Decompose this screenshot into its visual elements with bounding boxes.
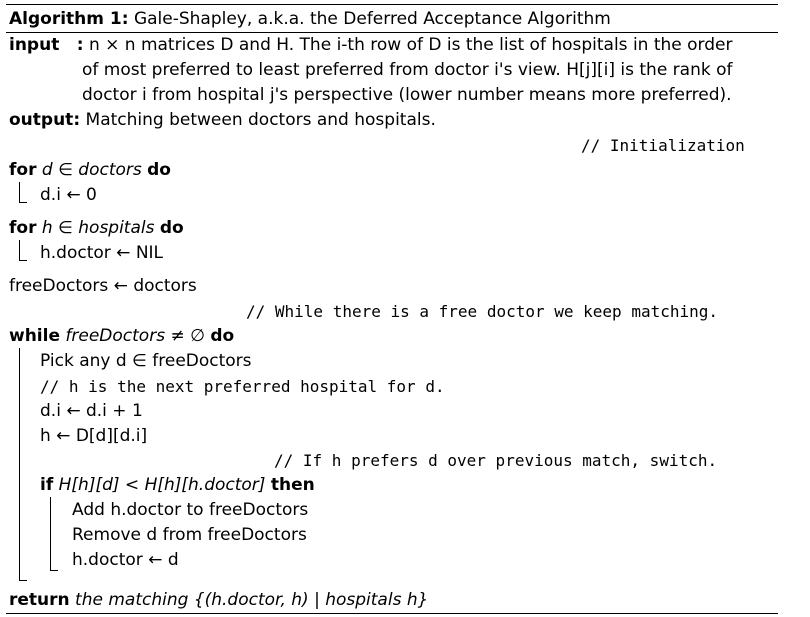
algorithm-caption <box>9 8 611 30</box>
caption-rule <box>6 32 778 33</box>
if-line <box>40 474 315 496</box>
assign-free-doctors: freeDoctors ← doctors <box>9 276 197 296</box>
assign-hospital: h ← D[d][d.i] <box>40 426 148 446</box>
input-keyword: input <box>9 35 60 55</box>
for-doctors-cond: d ∈ doctors <box>41 160 142 180</box>
if-keyword: if <box>40 475 54 495</box>
input-line-1 <box>9 34 732 56</box>
init-doctor-nil: h.doctor ← NIL <box>40 243 164 263</box>
top-rule <box>6 4 778 5</box>
for-doctors-bar <box>19 182 20 202</box>
do-keyword-3: do <box>210 326 235 346</box>
comment-while: // While there is a free doctor we keep matching. <box>246 302 719 321</box>
input-text-1: n × n matrices D and H. The i-th row of D is the list of hospitals in the order <box>88 35 733 55</box>
while-keyword: while <box>9 326 60 346</box>
do-keyword: do <box>147 160 171 180</box>
output-keyword: output <box>9 110 74 130</box>
init-index: d.i ← 0 <box>40 185 97 205</box>
for-hospitals-foot <box>19 260 27 261</box>
set-doctor: h.doctor ← d <box>72 550 179 570</box>
algorithm-title: Gale-Shapley, a.k.a. the Deferred Acceptance Algorithm <box>133 9 611 29</box>
for-hospitals-line <box>9 217 184 239</box>
for-hospitals-cond: h ∈ hospitals <box>41 218 155 238</box>
input-line-2 <box>82 59 733 81</box>
for-doctors-body <box>40 184 97 206</box>
algorithm-label: Algorithm 1: <box>9 9 129 29</box>
while-line <box>9 325 234 347</box>
input-sep: : <box>76 35 84 55</box>
for-keyword-2: for <box>9 218 37 238</box>
for-doctors-line <box>9 159 171 181</box>
do-keyword-2: do <box>159 218 184 238</box>
output-line <box>9 109 436 131</box>
bottom-rule <box>6 613 778 614</box>
for-doctors-foot <box>19 202 27 203</box>
comment-initialization: // Initialization <box>581 136 745 155</box>
for-hospitals-body <box>40 242 163 264</box>
increment-index: d.i ← d.i + 1 <box>40 401 143 421</box>
while-foot <box>19 580 27 581</box>
remove-doctor: Remove d from freeDoctors <box>72 525 307 545</box>
if-cond: H[h][d] < H[h][h.doctor] <box>58 475 266 495</box>
output-sep: : <box>73 110 81 130</box>
output-text: Matching between doctors and hospitals. <box>85 110 436 130</box>
comment-switch: // If h prefers d over previous match, switch. <box>274 451 718 470</box>
return-expr: the matching {(h.doctor, h) | hospitals h} <box>75 590 429 610</box>
if-foot <box>50 570 58 571</box>
add-doctor: Add h.doctor to freeDoctors <box>72 500 309 520</box>
then-keyword: then <box>270 475 315 495</box>
while-bar <box>19 348 20 580</box>
return-keyword: return <box>9 590 70 610</box>
pick-doctor: Pick any d ∈ freeDoctors <box>40 351 252 371</box>
input-line-3 <box>82 84 732 106</box>
comment-next-hospital: // h is the next preferred hospital for d. <box>40 377 445 396</box>
input-text-2: of most preferred to least preferred from doctor i's view. H[j][i] is the rank of <box>82 60 733 80</box>
for-hospitals-bar <box>19 240 20 260</box>
if-bar <box>50 497 51 570</box>
input-text-3: doctor i from hospital j's perspective (lower number means more preferred). <box>82 85 732 105</box>
return-line <box>9 589 428 611</box>
while-cond: freeDoctors ≠ ∅ <box>65 326 205 346</box>
for-keyword: for <box>9 160 37 180</box>
